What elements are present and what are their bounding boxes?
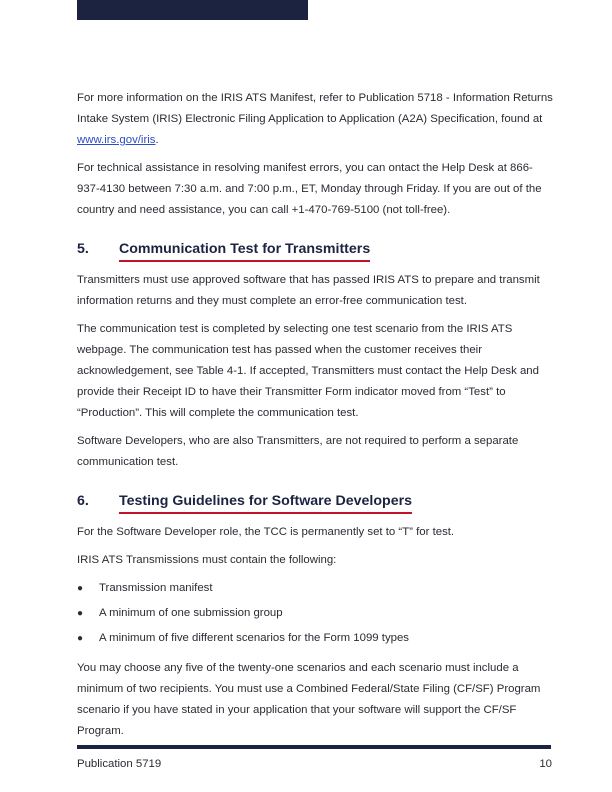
- header-bar: [77, 0, 308, 20]
- intro-paragraph-1: [77, 88, 553, 151]
- section-5-paragraph-2: The communication test is completed by selecting one test scenario from the IRIS ATS webpage. The communication test has passed when the customer receives their acknowledgement, see Table 4-1. If accepted, Transmitters must contact the Help Desk and provide their Receipt ID to have their Transmitter Form indicator moved from “Test” to “Production”. This will complete the communication test.: [77, 323, 539, 419]
- requirements-list: [77, 578, 553, 653]
- section-6-number: 6.: [77, 493, 89, 509]
- bullet-icon: ●: [77, 608, 84, 619]
- page-content: [77, 88, 553, 749]
- section-5-number: 5.: [77, 241, 89, 257]
- section-6-paragraph-3: You may choose any five of the twenty-one scenarios and each scenario must include a minimum of two recipients. You must use a Combined Federal/State Filing (CF/SF) Program scenario if you have stated in your application that your software will support the CF/SF Program.: [77, 662, 541, 737]
- iris-link[interactable]: www.irs.gov/iris: [77, 134, 156, 146]
- list-item-text: Transmission manifest: [99, 582, 213, 594]
- page-number: 10: [539, 758, 552, 770]
- section-6-heading: [77, 491, 553, 514]
- section-5-title: Communication Test for Transmitters: [119, 239, 370, 262]
- footer-divider: [77, 745, 551, 749]
- intro-paragraph-2: For technical assistance in resolving manifest errors, you can ontact the Help Desk at 866-937-4130 between 7:30 a.m. and 7:00 p.m., ET, Monday through Friday. If you are out of the country and need assistance, you can call +1-470-769-5100 (not toll-free).: [77, 162, 542, 216]
- section-6-paragraph-1: For the Software Developer role, the TCC is permanently set to “T” for test.: [77, 526, 455, 538]
- intro-period: .: [155, 134, 159, 146]
- section-5-heading: [77, 239, 553, 262]
- list-item: [77, 603, 553, 628]
- section-5-paragraph-1: Transmitters must use approved software that has passed IRIS ATS to prepare and transmit information returns and they must complete an error-free communication test.: [77, 274, 540, 307]
- bullet-icon: ●: [77, 583, 84, 594]
- list-item: [77, 628, 553, 653]
- list-item-text: A minimum of five different scenarios for the Form 1099 types: [99, 632, 410, 644]
- list-item: [77, 578, 553, 603]
- bullet-icon: ●: [77, 633, 84, 644]
- section-6-title: Testing Guidelines for Software Developers: [119, 491, 412, 514]
- list-item-text: A minimum of one submission group: [99, 607, 283, 619]
- footer-publication: Publication 5719: [77, 758, 162, 770]
- intro-text: For more information on the IRIS ATS Manifest, refer to Publication 5718 - Information Returns Intake System (IRIS) Electronic Filing Application to Application (A2A) Specification, found at: [77, 92, 553, 125]
- section-6-paragraph-2: IRIS ATS Transmissions must contain the following:: [77, 554, 337, 566]
- section-5-paragraph-3: Software Developers, who are also Transmitters, are not required to perform a separate communication test.: [77, 435, 519, 468]
